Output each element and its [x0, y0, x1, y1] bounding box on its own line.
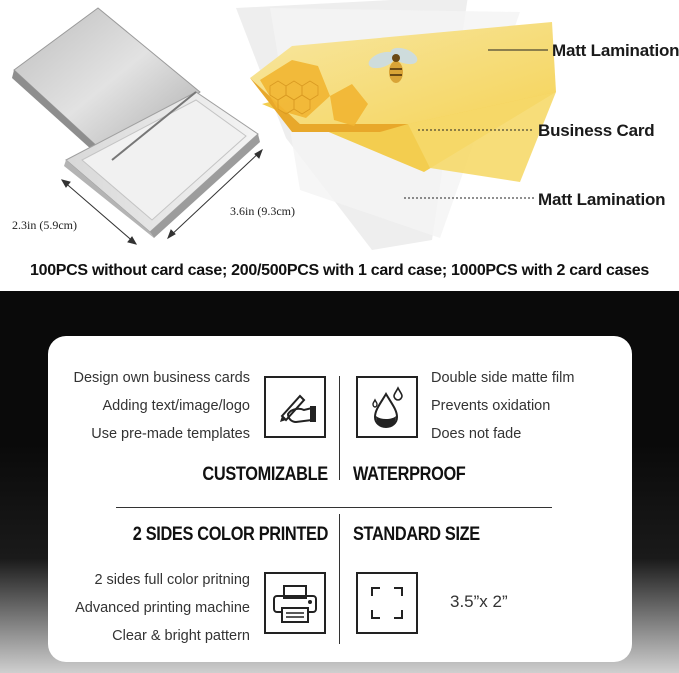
dimension-width-label: 3.6in (9.3cm) [230, 204, 295, 218]
printed-line-1: 2 sides full color pritning [94, 572, 250, 588]
standard-title: STANDARD SIZE [353, 524, 480, 545]
corners-icon [356, 572, 418, 634]
callout-bottom-lamination: Matt Lamination [538, 190, 666, 209]
card-case [12, 8, 260, 238]
waterproof-line-3: Does not fade [431, 426, 522, 442]
waterproof-line-2: Prevents oxidation [431, 398, 551, 414]
printed-title: 2 SIDES COLOR PRINTED [132, 524, 328, 545]
package-caption: 100PCS without card case; 200/500PCS with 1 card case; 1000PCS with 2 card cases [30, 262, 649, 279]
printed-line-2: Advanced printing machine [75, 600, 250, 616]
customizable-title: CUSTOMIZABLE [202, 464, 328, 485]
water-drop-icon [356, 376, 418, 438]
waterproof-line-1: Double side matte film [431, 370, 575, 386]
divider-vertical-top [339, 376, 340, 480]
hand-pen-icon [264, 376, 326, 438]
callout-business-card: Business Card [538, 121, 655, 140]
dimension-height-label: 2.3in (5.9cm) [12, 218, 77, 232]
product-photo-area [0, 0, 679, 262]
customizable-line-1: Design own business cards [73, 370, 250, 386]
customizable-line-3: Use pre-made templates [91, 426, 250, 442]
waterproof-title: WATERPROOF [353, 464, 466, 485]
feature-panel [48, 336, 632, 662]
divider-horizontal [116, 507, 552, 508]
standard-size-value: 3.5”x 2” [450, 592, 508, 611]
printer-icon [264, 572, 326, 634]
callout-top-lamination: Matt Lamination [552, 41, 679, 60]
customizable-line-2: Adding text/image/logo [102, 398, 250, 414]
printed-line-3: Clear & bright pattern [112, 628, 250, 644]
divider-vertical-bottom [339, 514, 340, 644]
